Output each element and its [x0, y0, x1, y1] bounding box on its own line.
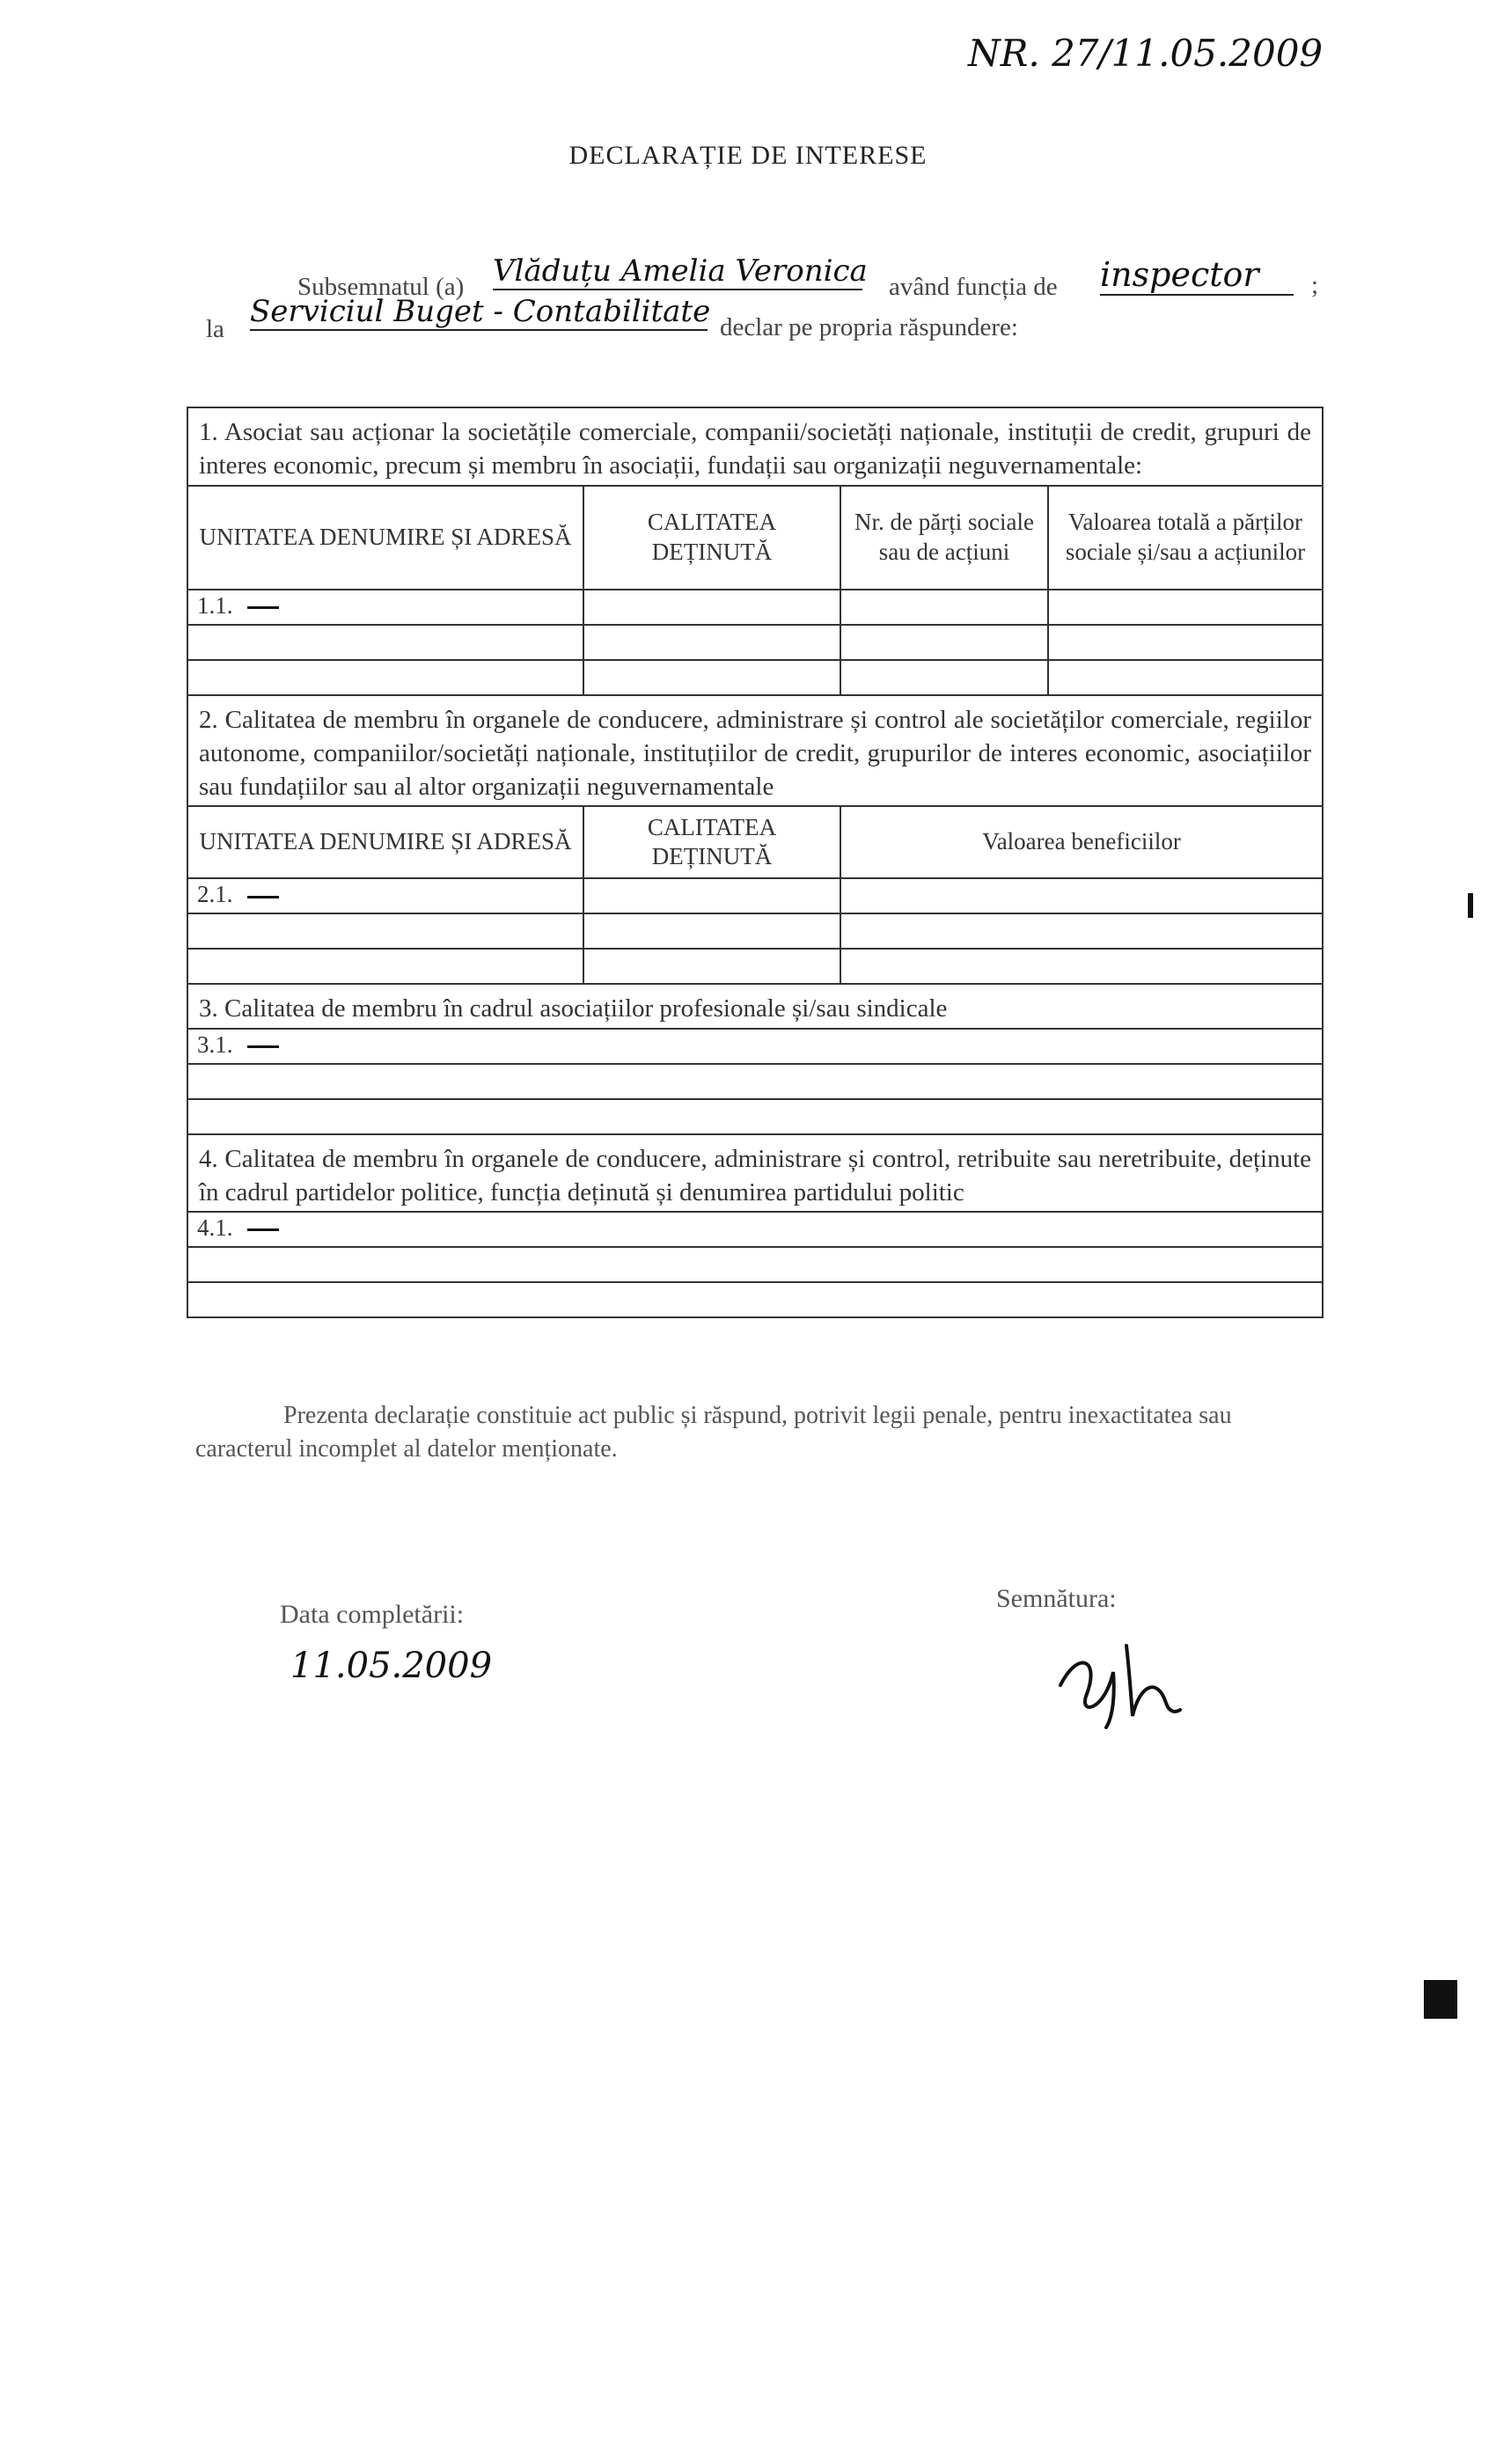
- registration-number: NR. 27/11.05.2009: [968, 32, 1324, 75]
- date-label: Data completării:: [280, 1600, 465, 1629]
- empty-cell: [1048, 625, 1323, 660]
- document-title: DECLARAȚIE DE INTERESE: [568, 141, 928, 170]
- empty-cell: [583, 949, 840, 984]
- empty-cell: [187, 625, 583, 660]
- declarant-function: inspector: [1100, 255, 1294, 296]
- empty-cell: [840, 590, 1048, 625]
- section1-col-nr-parti: Nr. de părți sociale sau de acțiuni: [840, 486, 1048, 590]
- empty-cell: [840, 660, 1048, 695]
- empty-cell: [840, 878, 1323, 913]
- section1-col-calitatea: CALITATEA DEȚINUTĂ: [583, 486, 840, 590]
- section1-col-valoarea: Valoarea totală a părților sociale și/sau a acțiunilor: [1048, 486, 1323, 590]
- empty-cell: [187, 1282, 1323, 1317]
- empty-cell: [187, 660, 583, 695]
- empty-cell: [187, 1247, 1323, 1282]
- empty-cell: [187, 1064, 1323, 1099]
- section2-row-label: 2.1.: [197, 881, 233, 908]
- section2-col-calitatea: CALITATEA DEȚINUTĂ: [583, 806, 840, 878]
- empty-cell: [187, 1099, 1323, 1134]
- label-declar: declar pe propria răspundere:: [720, 313, 1018, 341]
- signature-icon: [1052, 1632, 1184, 1729]
- label-subsemnatul: Subsemnatul (a): [297, 273, 465, 301]
- section4-heading: 4. Calitatea de membru în organele de conducere, administrare și control, retribuite sau neretribuite, deținute în cadrul partidelor politice, funcția deținută și denumirea partidului politic: [187, 1134, 1323, 1213]
- section2-heading: 2. Calitatea de membru în organele de conducere, administrare și control ale societăților comerciale, regiilor autonome, companiilor/societăți naționale, instituțiilor de credit, grupurilor de interes economic, asociațiilor sau fundațiilor sau al altor organizații neguvernamentale: [187, 695, 1323, 807]
- empty-cell: [840, 625, 1048, 660]
- signature-mark: [1052, 1632, 1184, 1743]
- section1-row-1: [187, 590, 583, 625]
- signature-label: Semnătura:: [996, 1584, 1117, 1613]
- empty-cell: [583, 913, 840, 949]
- empty-cell: [583, 625, 840, 660]
- dash-mark: [247, 1045, 279, 1048]
- empty-cell: [187, 949, 583, 984]
- empty-cell: [840, 913, 1323, 949]
- section4-row-label: 4.1.: [197, 1214, 233, 1242]
- section1-col-unitatea: UNITATEA DENUMIRE ȘI ADRESĂ: [187, 486, 583, 590]
- footer-statement: Prezenta declarație constituie act public și răspund, potrivit legii penale, pentru inexactitatea sau caracterul incomplet al datelor menționate.: [195, 1402, 1232, 1463]
- dash-mark: [247, 606, 279, 609]
- section3-heading: 3. Calitatea de membru în cadrul asociațiilor profesionale și/sau sindicale: [187, 984, 1323, 1028]
- section2-col-unitatea: UNITATEA DENUMIRE ȘI ADRESĂ: [187, 806, 583, 878]
- empty-cell: [583, 878, 840, 913]
- empty-cell: [840, 949, 1323, 984]
- label-la: la: [206, 315, 224, 343]
- section2-row-1: [187, 878, 583, 913]
- section3-row-label: 3.1.: [197, 1030, 233, 1058]
- semicolon: ;: [1311, 271, 1319, 299]
- section1-heading: 1. Asociat sau acționar la societățile comerciale, companii/societăți naționale, instituții de credit, grupuri de interes economic, precum și membru în asociații, fundații sau organizații neguvernamentale:: [187, 407, 1323, 486]
- section2-col-valoarea: Valoarea beneficiilor: [840, 806, 1323, 878]
- dash-mark: [247, 896, 279, 898]
- section4-row-1: [187, 1212, 1323, 1247]
- date-value: 11.05.2009: [290, 1646, 493, 1686]
- empty-cell: [1048, 590, 1323, 625]
- label-functia: având funcția de: [889, 273, 1058, 301]
- section3-row-1: [187, 1029, 1323, 1064]
- scan-mark: [1424, 1980, 1457, 2019]
- empty-cell: [187, 913, 583, 949]
- dash-mark: [247, 1228, 279, 1231]
- section1-row-label: 1.1.: [197, 591, 233, 619]
- interests-table: [187, 407, 1324, 1318]
- scan-mark: [1468, 893, 1473, 918]
- declarant-department: Serviciul Buget - Contabilitate: [250, 294, 711, 329]
- declarant-name: Vlăduțu Amelia Veronica: [493, 253, 868, 289]
- empty-cell: [583, 590, 840, 625]
- empty-cell: [1048, 660, 1323, 695]
- empty-cell: [583, 660, 840, 695]
